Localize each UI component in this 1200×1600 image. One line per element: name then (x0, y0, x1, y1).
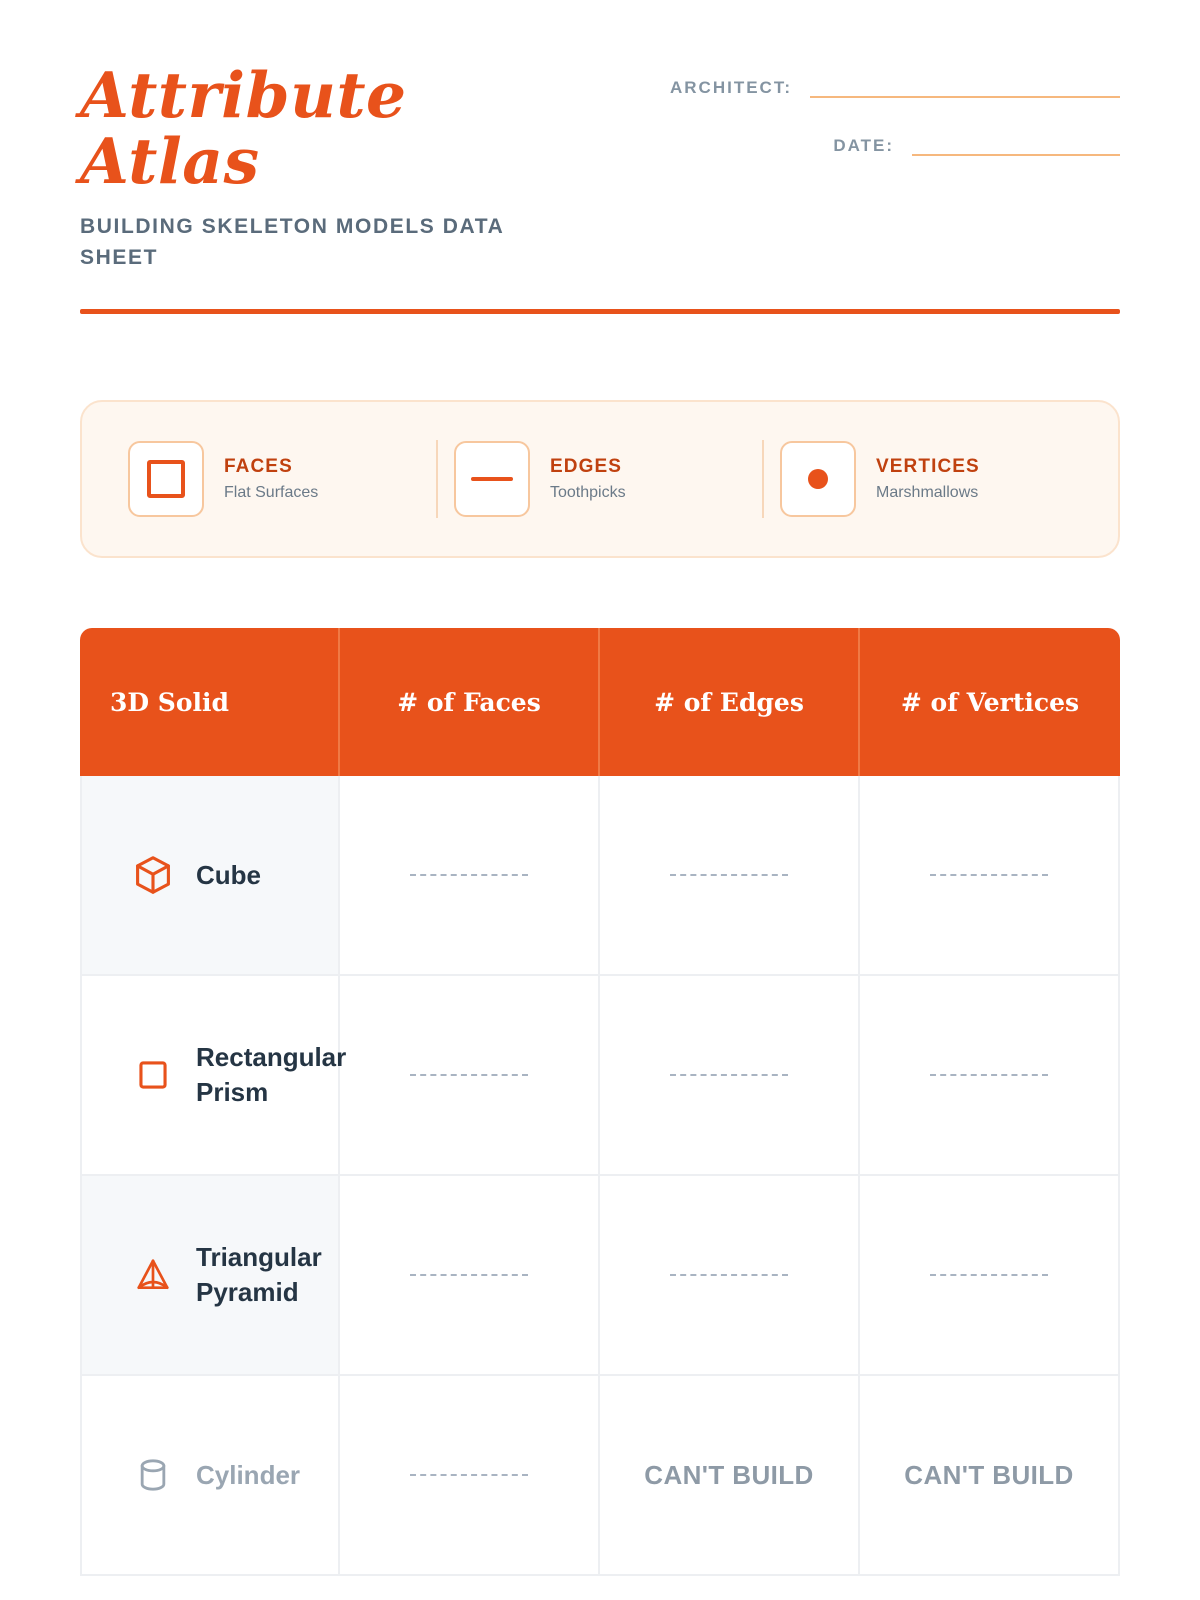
architect-row (640, 78, 1120, 98)
attributes-table (80, 628, 1120, 1576)
legend-item-faces (112, 441, 436, 517)
blank-line[interactable] (670, 1073, 788, 1076)
legend-sub-faces: Flat Surfaces (224, 484, 319, 502)
blank-line[interactable] (410, 1273, 528, 1276)
page-subtitle: BUILDING SKELETON MODELS DATA SHEET (80, 215, 504, 269)
column-header-faces: # of Faces (340, 628, 600, 776)
legend-text-vertices (876, 456, 980, 502)
legend-sub-edges: Toothpicks (550, 484, 626, 502)
legend-item-edges (438, 441, 762, 517)
blank-line[interactable] (930, 873, 1048, 876)
table-header-row (80, 628, 1120, 776)
solid-cell-rectangular-prism (80, 976, 347, 1176)
pyramid-icon (126, 1256, 180, 1294)
answer-vertices-cylinder (860, 1376, 1120, 1576)
blank-line[interactable] (670, 873, 788, 876)
table-row (80, 976, 1120, 1176)
answer-edges-cylinder (600, 1376, 860, 1576)
answer-vertices-rectangular-prism[interactable] (860, 976, 1120, 1176)
date-row (640, 136, 1120, 156)
legend-sub-vertices: Marshmallows (876, 484, 979, 502)
table-row (80, 1376, 1120, 1576)
horizontal-line-icon (454, 441, 530, 517)
solid-cell-cylinder (80, 1376, 340, 1576)
blank-line[interactable] (930, 1273, 1048, 1276)
solid-label: Triangular Pyramid (196, 1242, 322, 1308)
blank-line[interactable] (410, 1473, 528, 1476)
filled-dot-icon (780, 441, 856, 517)
legend-title-vertices: VERTICES (876, 456, 980, 478)
page-header (80, 0, 1120, 273)
cant-build-label: CAN'T BUILD (904, 1459, 1074, 1490)
answer-faces-cylinder[interactable] (340, 1376, 600, 1576)
answer-faces-rectangular-prism[interactable] (340, 976, 600, 1176)
cube-icon (126, 853, 180, 897)
answer-vertices-cube[interactable] (860, 776, 1120, 976)
answer-faces-triangular-pyramid[interactable] (340, 1176, 600, 1376)
data-table-wrapper (80, 628, 1120, 1576)
blank-line[interactable] (410, 1073, 528, 1076)
legend-item-vertices (764, 441, 1088, 517)
answer-vertices-triangular-pyramid[interactable] (860, 1176, 1120, 1376)
page-title: Attribute Atlas (80, 58, 407, 199)
header-divider (80, 309, 1120, 314)
legend-text-faces (224, 456, 318, 502)
answer-edges-cube[interactable] (600, 776, 860, 976)
table-row (80, 776, 1120, 976)
column-header-edges: # of Edges (600, 628, 860, 776)
architect-input-line[interactable] (810, 96, 1120, 98)
cylinder-icon (126, 1455, 180, 1495)
column-header-solid: 3D Solid (80, 628, 340, 776)
answer-edges-rectangular-prism[interactable] (600, 976, 860, 1176)
legend-title-edges: EDGES (550, 456, 623, 478)
legend-panel (80, 400, 1120, 558)
square-icon (126, 1058, 180, 1092)
cant-build-label: CAN'T BUILD (644, 1459, 814, 1490)
date-label: DATE: (833, 136, 894, 155)
solid-cell-triangular-pyramid (80, 1176, 340, 1376)
solid-label: Cylinder (196, 1459, 301, 1490)
blank-line[interactable] (670, 1273, 788, 1276)
solid-label: Rectangular Prism (196, 1042, 347, 1108)
answer-faces-cube[interactable] (340, 776, 600, 976)
blank-line[interactable] (410, 873, 528, 876)
date-input-line[interactable] (912, 154, 1120, 156)
title-block (80, 58, 600, 273)
column-header-vertices: # of Vertices (860, 628, 1120, 776)
legend-text-edges (550, 456, 626, 502)
legend-title-faces: FACES (224, 456, 293, 478)
table-body (80, 776, 1120, 1576)
solid-label: Cube (196, 859, 261, 890)
meta-block (640, 78, 1120, 194)
blank-line[interactable] (930, 1073, 1048, 1076)
solid-cell-cube (80, 776, 340, 976)
table-row (80, 1176, 1120, 1376)
square-outline-icon (128, 441, 204, 517)
architect-label: ARCHITECT: (670, 78, 792, 97)
table-header (80, 628, 1120, 776)
answer-edges-triangular-pyramid[interactable] (600, 1176, 860, 1376)
